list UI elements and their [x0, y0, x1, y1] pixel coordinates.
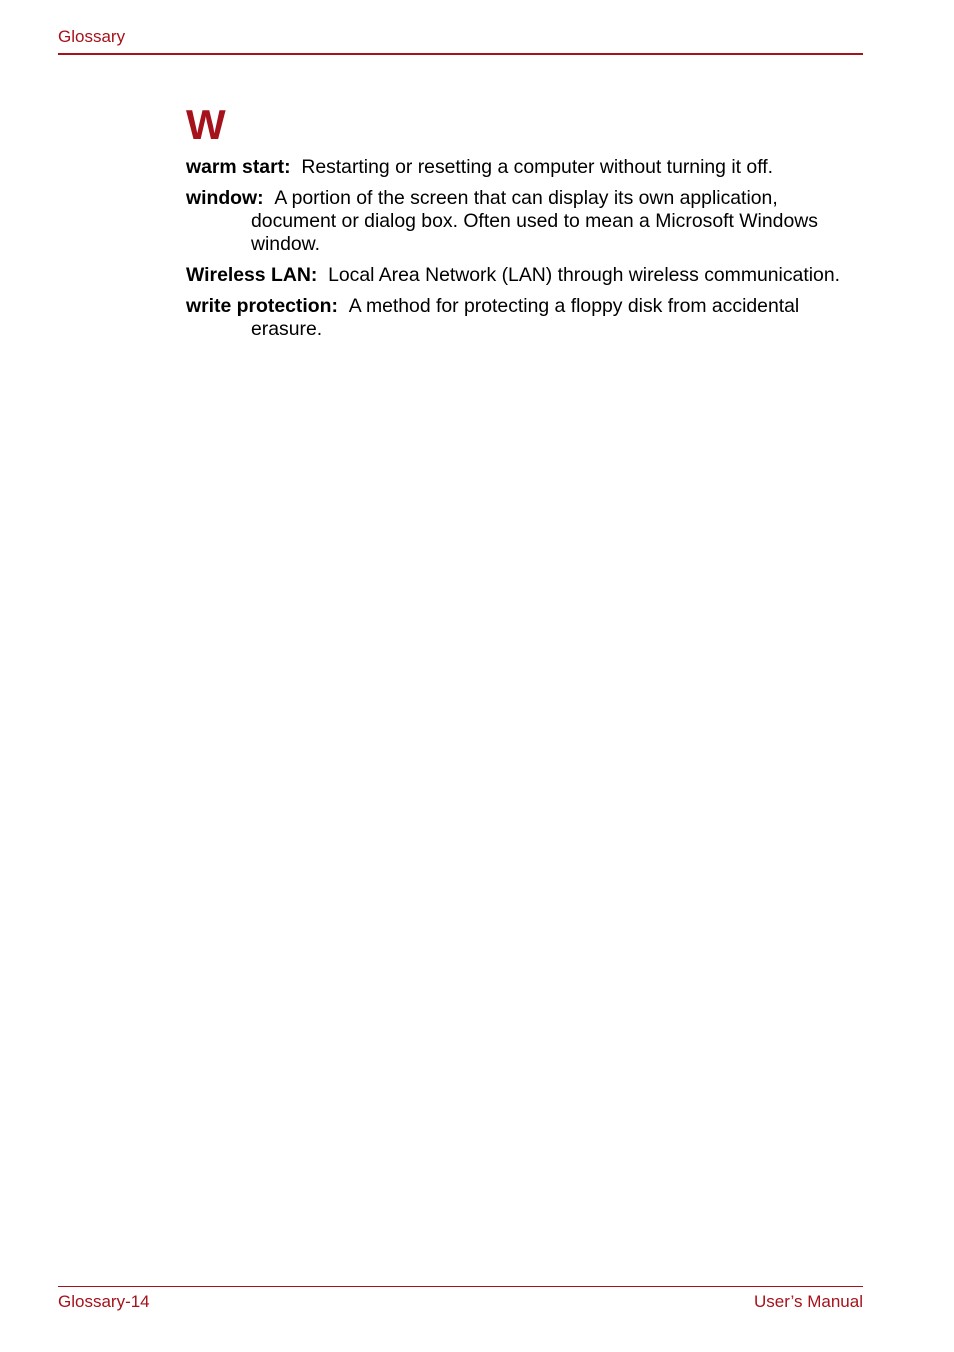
glossary-entry-write-protection [186, 295, 862, 341]
footer-manual-title: User’s Manual [754, 1292, 863, 1311]
glossary-definition: A portion of the screen that can display its own application, document or dialog box. Often used to mean a Microsoft Windows window. [251, 187, 818, 255]
glossary-term: write protection: [186, 295, 338, 317]
glossary-term: Wireless LAN: [186, 264, 318, 286]
glossary-definition: A method for protecting a floppy disk from accidental erasure. [251, 295, 800, 340]
glossary-definition: Restarting or resetting a computer without turning it off. [301, 156, 774, 178]
glossary-entries [186, 156, 862, 349]
footer-page-number: Glossary-14 [58, 1292, 150, 1311]
glossary-entry-window [186, 187, 862, 256]
glossary-definition: Local Area Network (LAN) through wireless communication. [328, 264, 840, 286]
glossary-entry-warm-start [186, 156, 862, 179]
glossary-term: warm start: [186, 156, 291, 178]
section-letter-heading: W [186, 101, 225, 148]
glossary-term: window: [186, 187, 264, 209]
running-header-title: Glossary [58, 27, 126, 46]
footer-rule [58, 1286, 863, 1287]
header-rule [58, 53, 863, 55]
glossary-entry-wireless-lan [186, 264, 862, 287]
